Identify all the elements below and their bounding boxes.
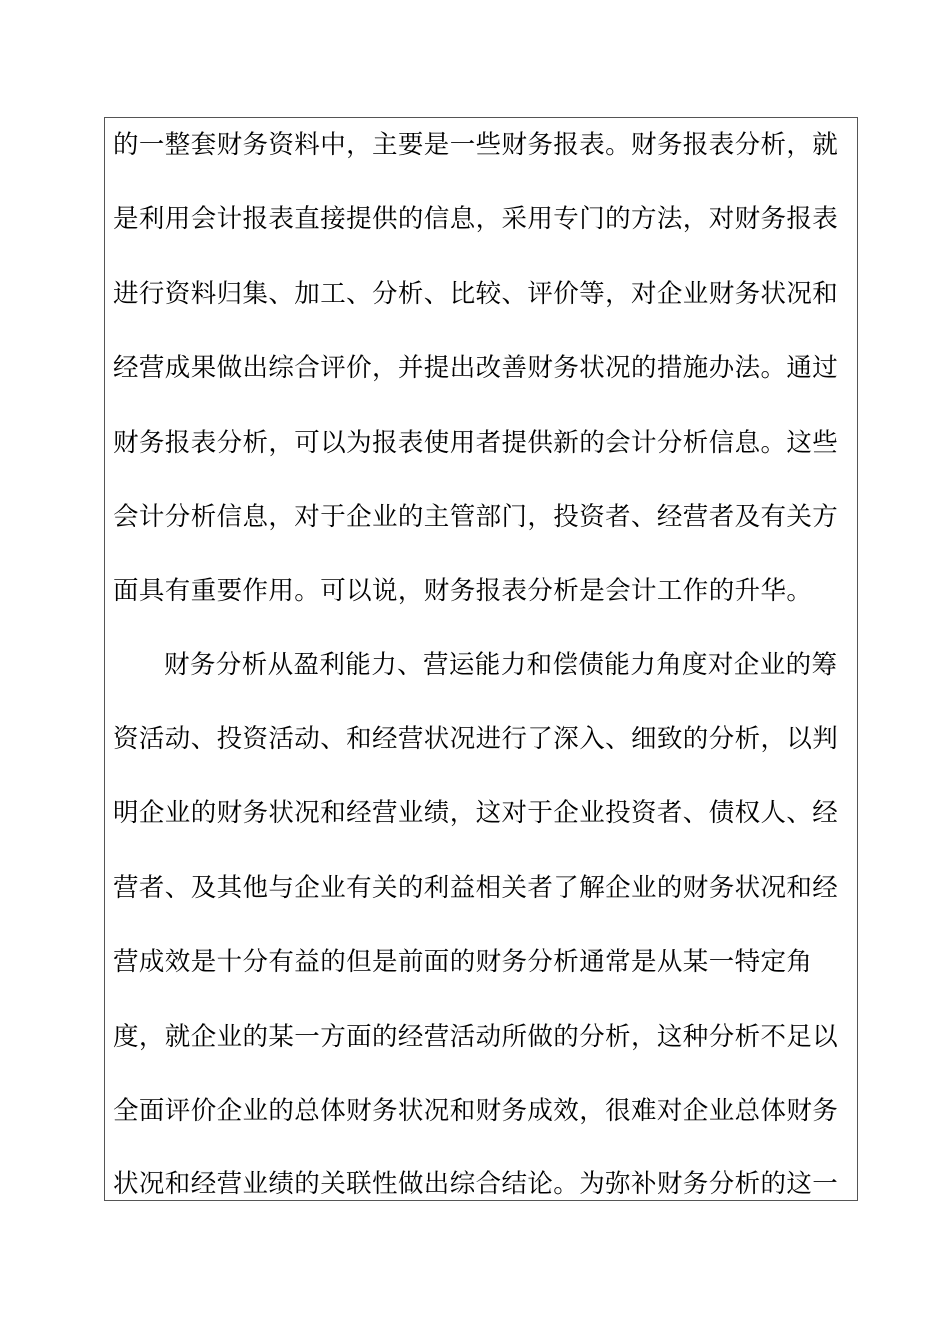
text-line-13: 度，就企业的某一方面的经营活动所做的分析，这种分析不足以 xyxy=(113,1022,839,1052)
text-line-10: 明企业的财务状况和经营业绩，这对于企业投资者、债权人、经 xyxy=(113,798,839,828)
text-line-15: 状况和经营业绩的关联性做出综合结论。为弥补财务分析的这一 xyxy=(113,1169,839,1199)
text-line-11: 营者、及其他与企业有关的利益相关者了解企业的财务状况和经 xyxy=(113,873,839,903)
text-line-4: 经营成果做出综合评价，并提出改善财务状况的措施办法。通过 xyxy=(113,353,839,383)
text-line-9: 资活动、投资活动、和经营状况进行了深入、细致的分析，以判 xyxy=(113,724,839,754)
text-line-6: 会计分析信息，对于企业的主管部门，投资者、经营者及有关方 xyxy=(113,502,839,532)
text-line-2: 是利用会计报表直接提供的信息，采用专门的方法，对财务报表 xyxy=(113,204,839,234)
text-line-1: 的一整套财务资料中，主要是一些财务报表。财务报表分析，就 xyxy=(113,130,839,160)
text-line-3: 进行资料归集、加工、分析、比较、评价等，对企业财务状况和 xyxy=(113,279,839,309)
text-line-12: 营成效是十分有益的但是前面的财务分析通常是从某一特定角 xyxy=(113,947,813,977)
text-line-7: 面具有重要作用。可以说，财务报表分析是会计工作的升华。 xyxy=(113,576,813,606)
paragraph-start-line: 财务分析从盈利能力、营运能力和偿债能力角度对企业的筹 xyxy=(164,650,838,680)
text-line-14: 全面评价企业的总体财务状况和财务成效，很难对企业总体财务 xyxy=(113,1096,839,1126)
text-line-5: 财务报表分析，可以为报表使用者提供新的会计分析信息。这些 xyxy=(113,428,839,458)
